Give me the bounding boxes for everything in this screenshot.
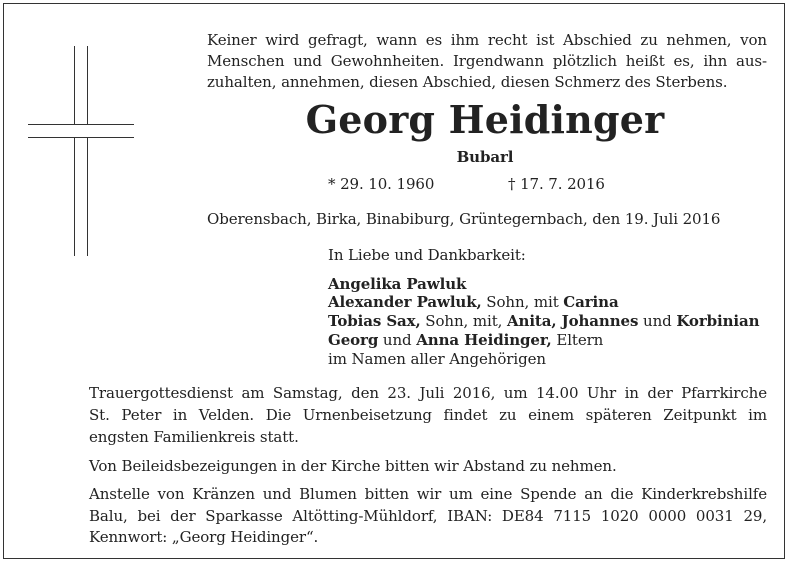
quote-line-3: zuhalten, annehmen, diesen Abschied, diesen Schmerz des Sterbens. — [207, 73, 728, 91]
mourner-line: Alexander Pawluk, Sohn, mit Carina — [328, 293, 619, 311]
death-date: † 17. 7. 2016 — [508, 175, 605, 193]
donation-line-2: Balu, bei der Sparkasse Altötting-Mühldorf, IBAN: DE84 7115 1020 0000 0031 29, — [89, 507, 767, 525]
service-line-3: engsten Familienkreis statt. — [89, 428, 299, 446]
service-line-2: St. Peter in Velden. Die Urnenbeisetzung findet zu einem späteren Zeitpunkt im — [89, 406, 767, 424]
quote-line-2: Menschen und Gewohnheiten. Irgendwann plötzlich heißt es, ihn aus- — [207, 52, 767, 70]
quote-line-1: Keiner wird gefragt, wann es ihm recht ist Abschied zu nehmen, von — [207, 31, 767, 49]
cross-icon — [28, 46, 134, 256]
birth-date: * 29. 10. 1960 — [328, 175, 435, 193]
service-line-1: Trauergottesdienst am Samstag, den 23. Juli 2016, um 14.00 Uhr in der Pfarrkirche — [89, 384, 767, 402]
mourner-line: im Namen aller Angehörigen — [328, 350, 546, 368]
condolences-text: Von Beileidsbezeigungen in der Kirche bitten wir Abstand zu nehmen. — [89, 457, 617, 475]
donation-line-3: Kennwort: „Georg Heidinger“. — [89, 528, 319, 546]
deceased-name: Georg Heidinger — [305, 97, 665, 142]
mourner-line: Georg und Anna Heidinger, Eltern — [328, 331, 604, 349]
mourner-line: Tobias Sax, Sohn, mit, Anita, Johannes und Korbinian — [328, 312, 760, 330]
nickname: Bubarl — [456, 148, 514, 166]
place-date: Oberensbach, Birka, Binabiburg, Grüntegernbach, den 19. Juli 2016 — [207, 210, 721, 228]
mourners-intro: In Liebe und Dankbarkeit: — [328, 246, 526, 264]
mourner-line: Angelika Pawluk — [328, 275, 467, 293]
donation-line-1: Anstelle von Kränzen und Blumen bitten wir um eine Spende an die Kinderkrebshilfe — [89, 485, 767, 503]
